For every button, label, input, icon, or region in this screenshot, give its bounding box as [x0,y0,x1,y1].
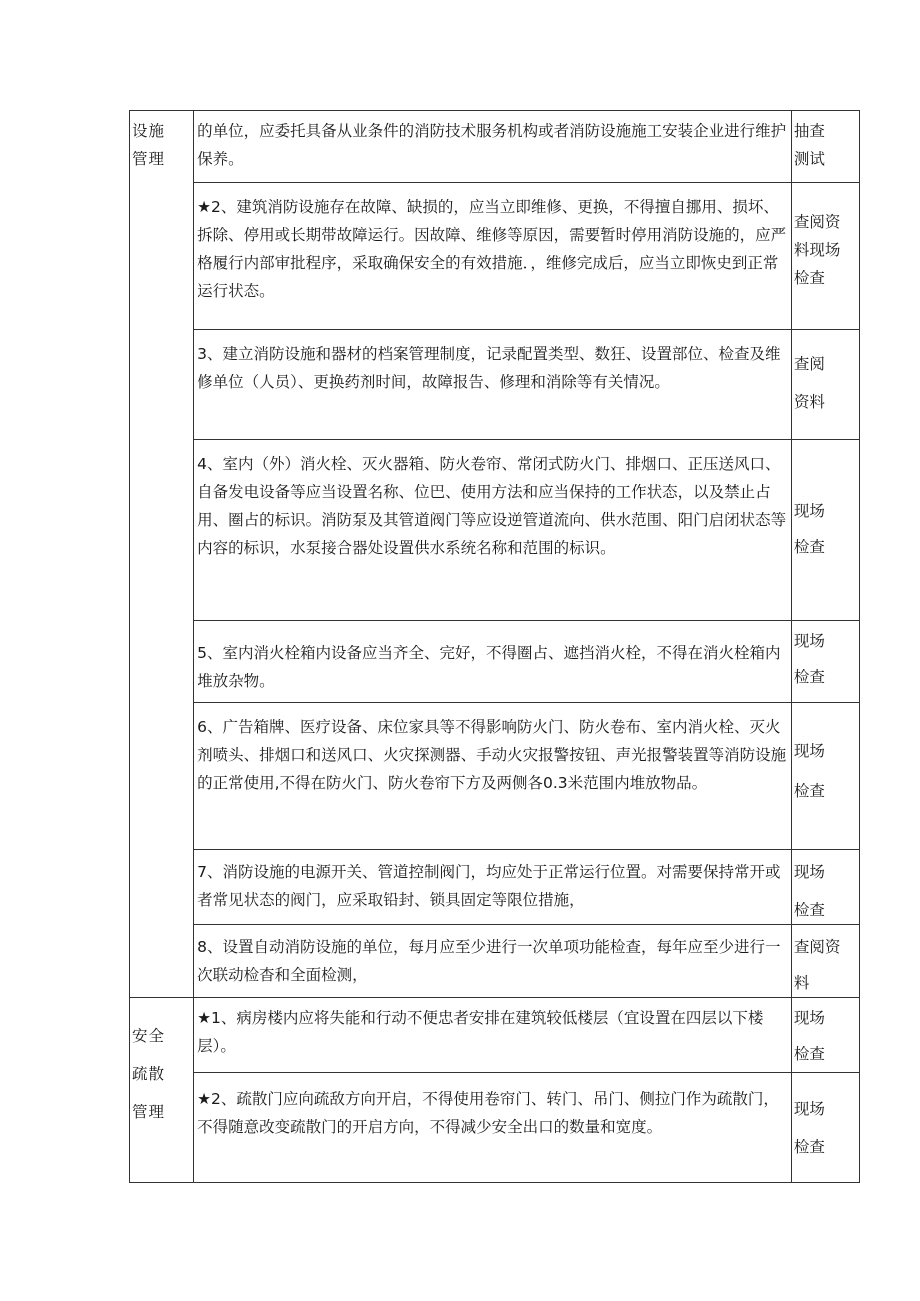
method-cell [791,1073,859,1183]
method-label-line: 查阅资 [793,938,841,956]
inspection-table [129,110,860,1183]
method-cell [791,998,859,1073]
method-label-line: 现场 [793,742,825,760]
table-row [130,703,860,850]
method-label-line: 现场 [793,632,825,650]
method-label-line: 现场 [793,502,825,520]
table-row [130,850,860,925]
method-cell [791,330,859,440]
category-label-line: 安全 [132,1027,166,1045]
requirement-cell: 7、消防设施的电源开关、管道控制阀门，均应处于正常运行位置。对需要保持常开或者常见状态的阀门，应采取铅封、锁具固定等限位措施， [194,850,792,925]
requirement-cell: 3、建立消防设施和器材的档案管理制度，记录配置类型、数狂、设置部位、检查及维修单位（人员）、更换药剂时间，故障报告、修理和消除等有关情况。 [194,330,792,440]
method-label-line: 查阅 [793,355,825,373]
method-label-line: 检查 [793,269,825,287]
requirement-cell: 的单位，应委托具备从业条件的消防技术服务机构或者消防设施施工安装企业进行维护保养。 [194,111,792,183]
method-label-line: 测试 [793,150,825,168]
method-label-line: 现场 [793,1100,825,1118]
method-label-line: 料现场 [793,241,841,259]
method-label-line: 查阅资 [793,213,841,231]
table-row [130,925,860,998]
method-label-line: 料 [793,974,810,992]
requirement-cell: ★2、建筑消防设施存在故障、缺损的，应当立即维修、更换，不得擅自挪用、损坏、拆除、停用或长期带故障运行。因故障、维修等原因，需要暂时停用消防设施的，应严格履行内部审批程序，采取确保安全的有效措施．，维修完成后，应当立即恢史到正常运行状态。 [194,183,792,330]
method-cell [791,111,859,183]
table-row [130,440,860,621]
requirement-cell: ★1、病房楼内应将失能和行动不便忠者安排在建筑较低楼层（宜设置在四层以下楼层）。 [194,998,792,1073]
method-label-line: 检查 [793,1138,825,1156]
table-row [130,330,860,440]
requirement-cell: 6、广告箱牌、医疗设备、床位家具等不得影响防火门、防火卷布、室内消火栓、灭火剂喷头、排烟口和送风口、火灾探测器、手动火灾报警按钮、声光报警装置等消防设施的正常使用,不得在防火门、防火卷帘下方及两侧各0.3米范围内堆放物品。 [194,703,792,850]
method-cell [791,850,859,925]
method-label-line: 抽查 [793,122,825,140]
method-label-line: 资料 [793,393,825,411]
method-label-line: 检查 [793,668,825,686]
method-cell [791,183,859,330]
requirement-cell: 4、室内（外）消火栓、灭火器箱、防火卷帘、常闭式防火门、排烟口、正压送风口、自备发电设备等应当设置名称、位巴、使用方法和应当保持的工作状态，以及禁止占用、圈占的标识。消防泵及其管道阀门等应设逆管道流向、供水范围、阳门启闭状态等内容的标识，水泵接合器处设置供水系统名称和范围的标识。 [194,440,792,621]
method-label-line: 现场 [793,1009,825,1027]
category-label-line: 管理 [132,150,166,168]
category-label-line: 设施 [132,122,166,140]
table-row [130,621,860,703]
requirement-cell: ★2、疏散门应向疏敌方向开启，不得使用卷帘门、转门、吊门、侧拉门作为疏散门，不得随意改变疏散门的开启方向，不得减少安全出口的数量和宽度。 [194,1073,792,1183]
method-label-line: 检查 [793,901,825,919]
table-row [130,998,860,1073]
table-row [130,1073,860,1183]
method-label-line: 检查 [793,538,825,556]
method-label-line: 检查 [793,1045,825,1063]
category-cell-safe-evacuation-management [130,998,194,1183]
requirement-cell: 5、室内消火栓箱内设备应当齐全、完好，不得圈占、遮挡消火栓，不得在消火栓箱内堆放杂物。 [194,621,792,703]
method-cell [791,621,859,703]
category-label-line: 管理 [132,1103,166,1121]
method-cell [791,440,859,621]
method-cell [791,925,859,998]
requirement-cell: 8、设置自动消防设施的单位，每月应至少进行一次单项功能检查，每年应至少进行一次联动检杳和全面检测， [194,925,792,998]
method-label-line: 现场 [793,863,825,881]
table-row [130,183,860,330]
method-label-line: 检查 [793,782,825,800]
category-cell-facility-management [130,111,194,998]
method-cell [791,703,859,850]
category-label-line: 疏散 [132,1065,166,1083]
table-row [130,111,860,183]
